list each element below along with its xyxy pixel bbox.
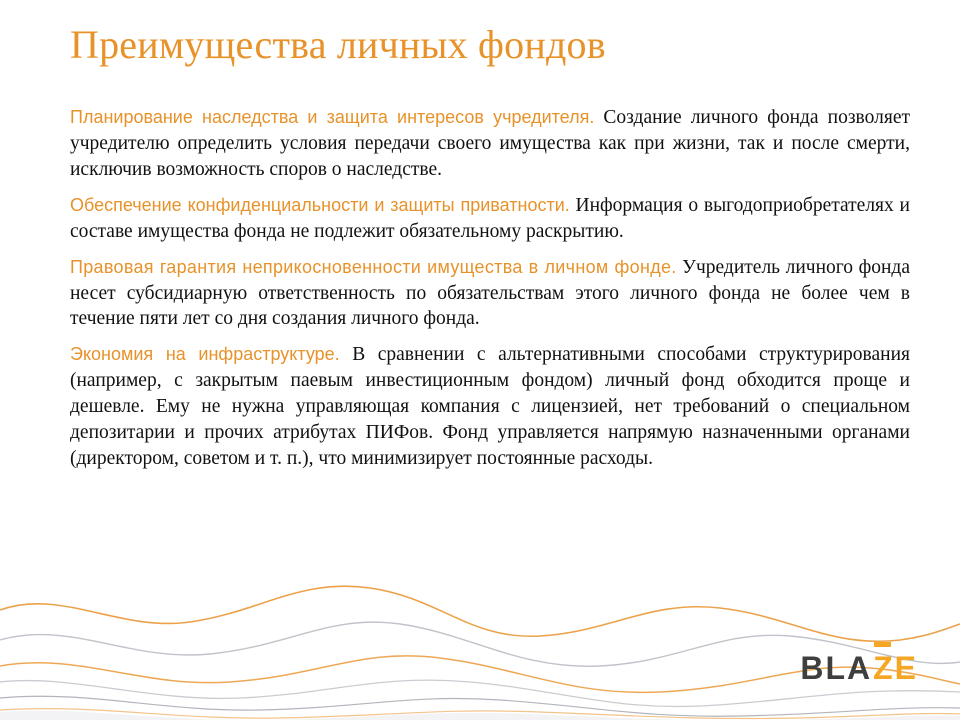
paragraph-4-lead: Экономия на инфраструктуре. <box>70 344 340 365</box>
paragraph-3 <box>70 255 910 333</box>
blaze-logo <box>800 652 918 684</box>
paragraph-3-lead: Правовая гарантия неприкосновенности имущества в личном фонде. <box>70 256 677 277</box>
paragraph-2-lead: Обеспечение конфиденциальности и защиты приватности. <box>70 194 570 215</box>
paragraph-1-lead: Планирование наследства и защита интересов учредителя. <box>70 107 595 127</box>
logo-accent-letters: ZE <box>873 650 918 686</box>
slide-title: Преимущества личных фондов <box>70 22 606 67</box>
paragraph-3-rest: Учредитель личного фонда несет субсидиарную ответственность по обязательствам этого личного фонда не более чем в течение пяти лет со дня создания личного фонда. <box>70 256 910 330</box>
paragraph-1-rest: Создание личного фонда позволяет учредителю определить условия передачи своего имущества как при жизни, так и после смерти, исключив возможность споров о наследстве. <box>70 107 910 180</box>
paragraph-4 <box>70 342 910 472</box>
paragraph-2 <box>70 193 910 245</box>
logo-text-dark: BLA <box>800 650 873 686</box>
paragraph-2-rest: Информация о выгодоприобретателях и составе имущества фонда не подлежит обязательному раскрытию. <box>70 194 910 242</box>
logo-text-accent <box>873 652 918 684</box>
paragraph-1 <box>70 105 910 183</box>
logo-accent-bar <box>874 642 891 647</box>
paragraph-4-rest: В сравнении с альтернативными способами структурирования (например, с закрытым паевым инвестиционным фондом) личный фонд обходится проще и дешевле. Ему не нужна управляющая компания с лицензией, нет требований о специальном депозитарии и прочих атрибутах ПИФов. Фонд управляется напрямую назначенными органами (директором, советом и т. п.), что минимизирует постоянные расходы. <box>70 344 910 470</box>
slide-body <box>70 105 910 472</box>
decorative-waves <box>0 570 960 720</box>
